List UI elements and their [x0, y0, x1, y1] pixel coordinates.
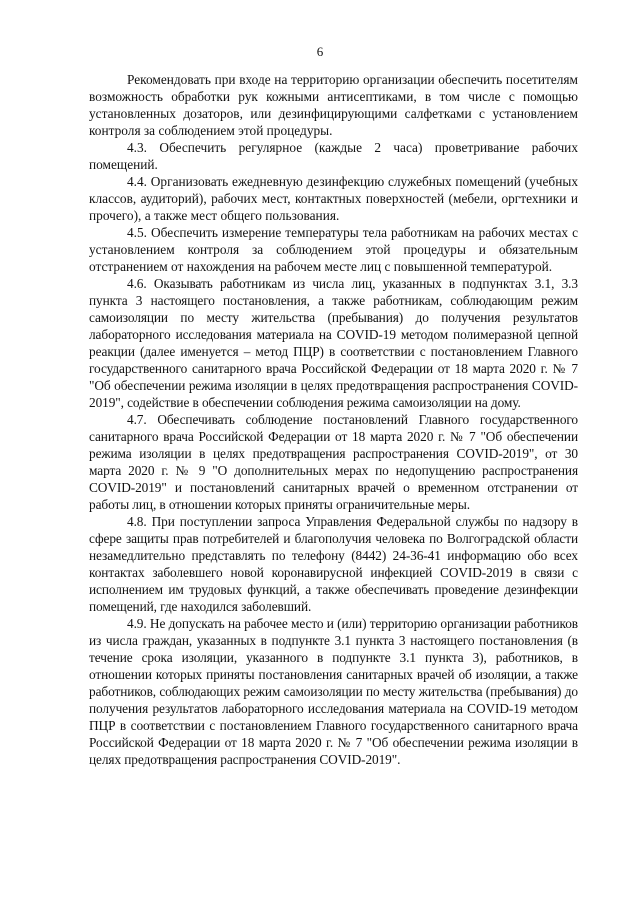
paragraph-4-9: 4.9. Не допускать на рабочее место и (или) территорию организации работников из числа граждан, указанных в подпункте 3.1 пункта 3 настоящего постановления (в течение срока изоляции, указанного в подпункте 3.1 пункта 3), работников, в отношении которых приняты постановления санитарных врачей об изоляции, а также работников, соблюдающих режим самоизоляции по месту жительства (пребывания) до получения результатов лабораторного исследования материала на COVID-19 методом ПЦР в соответствии с постановлением Главного государственного санитарного врача Российской Федерации от 18 марта 2020 г. № 7 "Об обеспечении режима изоляции в целях предотвращения распространения COVID-2019". — [89, 616, 578, 767]
paragraph-recommend: Рекомендовать при входе на территорию организации обеспечить посетителям возможность обработки рук кожными антисептиками, в том числе с помощью установленных дозаторов, или дезинфицирующими салфетками с установлением контроля за соблюдением этой процедуры. — [89, 72, 578, 138]
document-body — [89, 71, 578, 768]
paragraph-4-6: 4.6. Оказывать работникам из числа лиц, указанных в подпунктах 3.1, 3.3 пункта 3 настоящего постановления, а также работникам, соблюдающим режим самоизоляции по месту жительства (пребывания) до получения результатов лабораторного исследования материала на COVID-19 методом полимеразной цепной реакции (далее именуется – метод ПЦР) в соответствии с постановлением Главного государственного санитарного врача Российской Федерации от 18 марта 2020 г. № 7 "Об обеспечении режима изоляции в целях предотвращения распространения COVID-2019", содействие в обеспечении соблюдения режима самоизоляции на дому. — [89, 276, 578, 410]
paragraph-4-3: 4.3. Обеспечить регулярное (каждые 2 часа) проветривание рабочих помещений. — [89, 140, 578, 172]
paragraph-4-5: 4.5. Обеспечить измерение температуры тела работникам на рабочих местах с установлением контроля за соблюдением этой процедуры и обязательным отстранением от нахождения на рабочем месте лиц с повышенной температурой. — [89, 225, 578, 274]
page-number: 6 — [316, 44, 324, 59]
paragraph-4-4: 4.4. Организовать ежедневную дезинфекцию служебных помещений (учебных классов, аудиторий), рабочих мест, контактных поверхностей (мебели, оргтехники и прочего), а также мест общего пользования. — [89, 174, 578, 223]
paragraph-4-7: 4.7. Обеспечивать соблюдение постановлений Главного государственного санитарного врача Российской Федерации от 18 марта 2020 г. № 7 "Об обеспечении режима изоляции в целях предотвращения распространения COVID-2019", от 30 марта 2020 г. № 9 "О дополнительных мерах по недопущению распространения COVID-2019" и постановлений санитарных врачей о временном отстранении от работы лиц, в отношении которых приняты ограничительные меры. — [89, 412, 578, 512]
paragraph-4-8: 4.8. При поступлении запроса Управления Федеральной службы по надзору в сфере защиты прав потребителей и благополучия человека по Волгоградской области незамедлительно представлять по телефону (8442) 24-36-41 информацию обо всех контактах заболевшего новой коронавирусной инфекцией COVID-2019 в связи с исполнением им трудовых функций, а также обеспечивать проведение дезинфекции помещений, где находился заболевший. — [89, 514, 578, 614]
